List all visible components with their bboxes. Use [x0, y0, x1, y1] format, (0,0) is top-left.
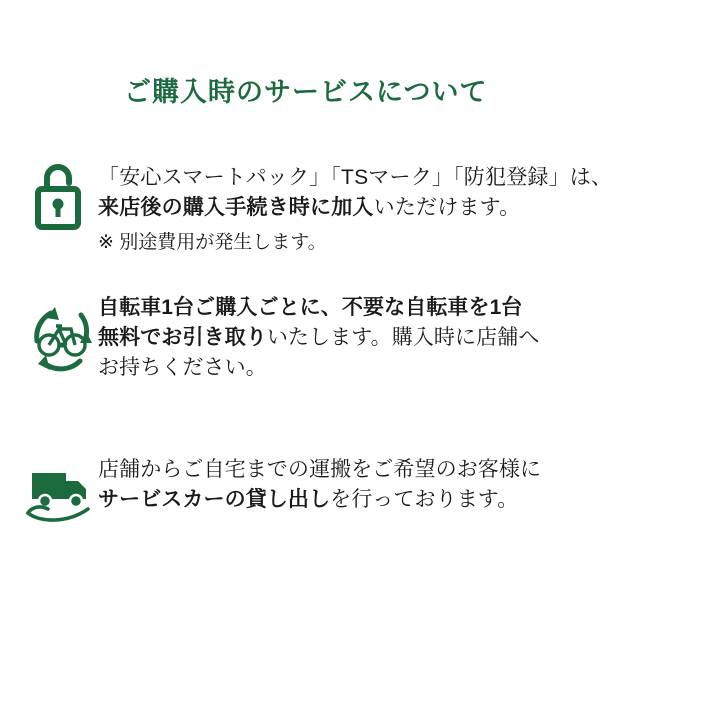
text-line: 自転車1台ご購入ごとに、不要な自転車を1台 [98, 296, 523, 319]
text-line: 無料でお引き取りいたします。購入時に店舗へ [98, 325, 540, 349]
service-note: ※ 別途費用が発生します。 [98, 231, 327, 253]
text-line: お持ちください。 [98, 355, 267, 379]
service-section-delivery [26, 455, 696, 527]
text-line: 店舗からご自宅までの運搬をご希望のお客様に [98, 458, 542, 481]
service-text-smartpack [98, 163, 696, 257]
page-title: ご購入時のサービスについて [124, 77, 488, 107]
service-section-smartpack [26, 163, 696, 257]
service-section-tradein [26, 293, 696, 385]
delivery-truck-icon [26, 455, 98, 527]
service-text-delivery [98, 455, 696, 515]
open-padlock-icon [26, 163, 98, 235]
service-text-tradein [98, 293, 696, 382]
text-line: 来店後の購入手続き時に加入いただけます。 [98, 195, 521, 219]
text-line: 「安心スマートパック」「TSマーク」「防犯登録」は、 [98, 166, 613, 189]
bicycle-recycle-icon [26, 293, 98, 385]
text-line: サービスカーの貸し出しを行っております。 [98, 487, 519, 511]
